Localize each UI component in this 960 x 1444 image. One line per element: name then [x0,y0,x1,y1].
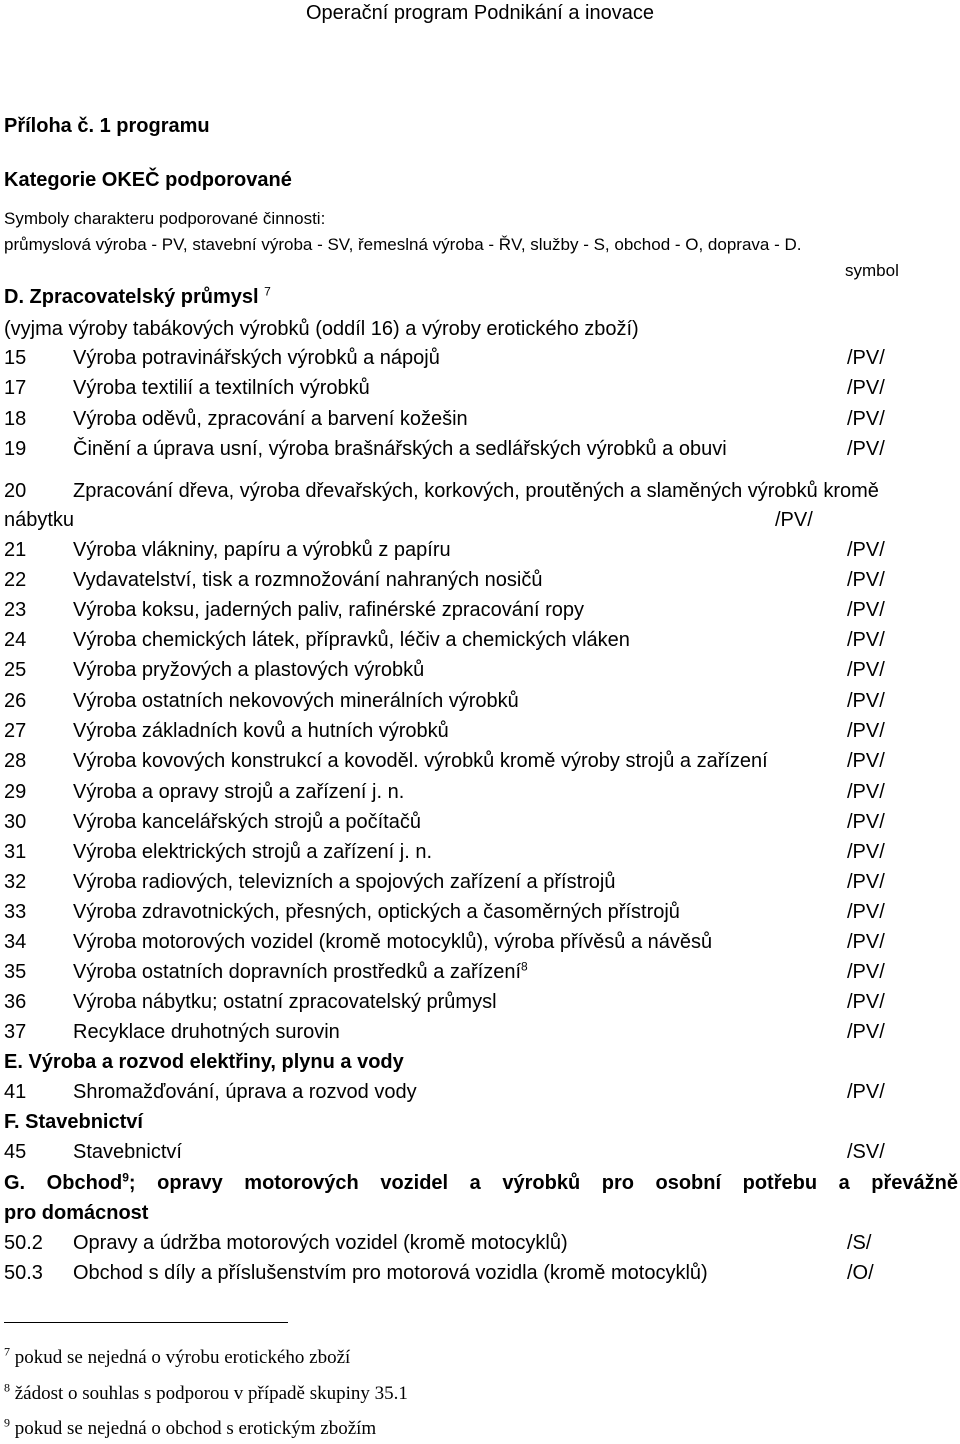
table-row [4,957,954,987]
table-row [4,1077,954,1107]
row-symbol: /PV/ [847,781,885,803]
row-symbol: /PV/ [847,750,885,772]
table-row [4,476,954,506]
row-symbol: /PV/ [847,1081,885,1103]
row-code: 27 [4,720,27,742]
row-description: Výroba chemických látek, přípravků, léčiv a chemických vláken [73,629,630,651]
row-description: Výroba motorových vozidel (kromě motocyklů), výroba přívěsů a návěsů [73,931,713,953]
row-symbol: /SV/ [847,1141,885,1163]
row-description: Výroba kovových konstrukcí a kovoděl. výrobků kromě výroby strojů a zařízení [73,750,768,772]
row-description: Výroba oděvů, zpracování a barvení kožešin [73,408,468,430]
section-g-title-prefix: G. Obchod [4,1172,123,1194]
footnote-text: pokud se nejedná o obchod s erotickým zbožím [14,1418,377,1439]
row-symbol: /PV/ [847,438,885,460]
row-symbol: /PV/ [847,811,885,833]
row-description-text: Výroba ostatních dopravních prostředků a zařízení [73,961,522,983]
section-d-title-text: D. Zpracovatelský průmysl [4,286,259,308]
table-row [4,686,954,716]
table-row [4,1228,954,1258]
section-f-title: F. Stavebnictví [4,1111,143,1133]
row-description: Výroba ostatních nekovových minerálních výrobků [73,690,519,712]
row-code: 34 [4,931,27,953]
row-symbol: /PV/ [847,871,885,893]
row-code: 28 [4,750,27,772]
row-code: 30 [4,811,27,833]
table-row [4,927,954,957]
row-description: Výroba radiových, televizních a spojových zařízení a přístrojů [73,871,616,893]
row-code: 33 [4,901,27,923]
table-row [4,535,954,565]
footnote [4,1382,408,1406]
row-symbol: /PV/ [847,629,885,651]
row-code: 24 [4,629,27,651]
row-description-cont: nábytku [4,509,75,531]
symbols-intro: Symboly charakteru podporované činnosti: [4,209,326,228]
section-d-subtitle: (vyjma výroby tabákových výrobků (oddíl 16) a výroby erotického zboží) [4,318,639,340]
table-row [4,1017,954,1047]
table-row [4,1258,954,1288]
table-row [4,807,954,837]
row-code: 21 [4,539,27,561]
row-symbol: /PV/ [847,841,885,863]
table-row [4,716,954,746]
table-row-continuation [4,505,954,535]
annex-title: Příloha č. 1 programu [4,115,210,137]
row-description: Opravy a údržba motorových vozidel (kromě motocyklů) [73,1232,568,1254]
footnote-number: 8 [4,1380,10,1395]
row-code: 50.3 [4,1262,43,1284]
section-g-title [4,1168,958,1198]
row-code: 26 [4,690,27,712]
row-code: 32 [4,871,27,893]
row-code: 31 [4,841,27,863]
row-symbol: /PV/ [847,690,885,712]
row-symbol: /PV/ [847,1021,885,1043]
footnote [4,1346,350,1370]
table-row [4,897,954,927]
section-g-title-line2: pro domácnost [4,1202,149,1224]
row-code: 50.2 [4,1232,43,1254]
footnote-number: 7 [4,1344,10,1359]
row-code: 37 [4,1021,27,1043]
row-description: Vydavatelství, tisk a rozmnožování nahraných nosičů [73,569,543,591]
table-row [4,746,954,776]
row-symbol: /PV/ [847,408,885,430]
row-code: 22 [4,569,27,591]
row-symbol: /O/ [847,1262,874,1284]
section-e-title: E. Výroba a rozvod elektřiny, plynu a vody [4,1051,404,1073]
row-description: Výroba zdravotnických, přesných, optických a časoměrných přístrojů [73,901,680,923]
row-code: 17 [4,377,27,399]
table-row [4,625,954,655]
row-symbol: /PV/ [847,659,885,681]
row-description: Výroba kancelářských strojů a počítačů [73,811,421,833]
footnote [4,1417,376,1441]
row-symbol: /S/ [847,1232,872,1254]
table-row [4,655,954,685]
table-row [4,1137,954,1167]
footnote-ref-7: 7 [264,284,271,299]
row-code: 15 [4,347,27,369]
section-g-title-rest: ; opravy motorových vozidel a výrobků pro osobní potřebu a převážně [128,1172,959,1194]
row-code: 23 [4,599,27,621]
row-symbol: /PV/ [775,509,813,531]
row-code: 29 [4,781,27,803]
row-description: Výroba vlákniny, papíru a výrobků z papíru [73,539,451,561]
row-description: Shromažďování, úprava a rozvod vody [73,1081,417,1103]
row-description: Recyklace druhotných surovin [73,1021,340,1043]
row-description: Výroba a opravy strojů a zařízení j. n. [73,781,405,803]
row-description: Výroba základních kovů a hutních výrobků [73,720,449,742]
row-code: 25 [4,659,27,681]
row-symbol: /PV/ [847,599,885,621]
row-symbol: /PV/ [847,720,885,742]
table-row [4,595,954,625]
row-code: 20 [4,480,27,502]
category-title: Kategorie OKEČ podporované [4,169,292,191]
row-description: Výroba pryžových a plastových výrobků [73,659,425,681]
row-code: 36 [4,991,27,1013]
row-symbol: /PV/ [847,347,885,369]
section-d-title [4,285,271,309]
footnote-text: žádost o souhlas s podporou v případě skupiny 35.1 [14,1383,408,1404]
row-code: 41 [4,1081,27,1103]
row-symbol: /PV/ [847,539,885,561]
row-code: 18 [4,408,27,430]
row-description: Činění a úprava usní, výroba brašnářských a sedlářských výrobků a obuvi [73,438,727,460]
table-row [4,404,954,434]
row-description: Výroba elektrických strojů a zařízení j. n. [73,841,433,863]
table-row [4,987,954,1017]
row-description: Výroba potravinářských výrobků a nápojů [73,347,440,369]
page-header: Operační program Podnikání a inovace [306,2,654,24]
row-symbol: /PV/ [847,901,885,923]
footnote-ref-9: 9 [122,1170,129,1185]
footnote-separator [4,1322,288,1323]
row-code: 35 [4,961,27,983]
row-description: Výroba nábytku; ostatní zpracovatelský průmysl [73,991,497,1013]
footnote-number: 9 [4,1415,10,1430]
table-row [4,373,954,403]
row-symbol: /PV/ [847,961,885,983]
row-symbol: /PV/ [847,569,885,591]
row-description: Výroba textilií a textilních výrobků [73,377,370,399]
row-symbol: /PV/ [847,377,885,399]
footnote-text: pokud se nejedná o výrobu erotického zboží [14,1347,351,1368]
table-row [4,343,954,373]
table-row [4,565,954,595]
table-row [4,867,954,897]
row-symbol: /PV/ [847,991,885,1013]
row-description: Výroba koksu, jaderných paliv, rafinérské zpracování ropy [73,599,584,621]
table-row [4,777,954,807]
footnote-ref-8: 8 [521,959,528,974]
table-row [4,837,954,867]
row-symbol: /PV/ [847,931,885,953]
symbols-legend: průmyslová výroba - PV, stavební výroba - SV, řemeslná výroba - ŘV, služby - S, obchod - O, doprava - D. [4,235,802,254]
row-description [73,957,528,987]
symbol-column-label: symbol [845,261,899,280]
row-code: 45 [4,1141,27,1163]
table-row [4,434,954,464]
row-description: Obchod s díly a příslušenstvím pro motorová vozidla (kromě motocyklů) [73,1262,708,1284]
row-code: 19 [4,438,27,460]
row-description: Stavebnictví [73,1141,182,1163]
row-description: Zpracování dřeva, výroba dřevařských, korkových, proutěných a slaměných výrobků kromě [73,480,879,502]
